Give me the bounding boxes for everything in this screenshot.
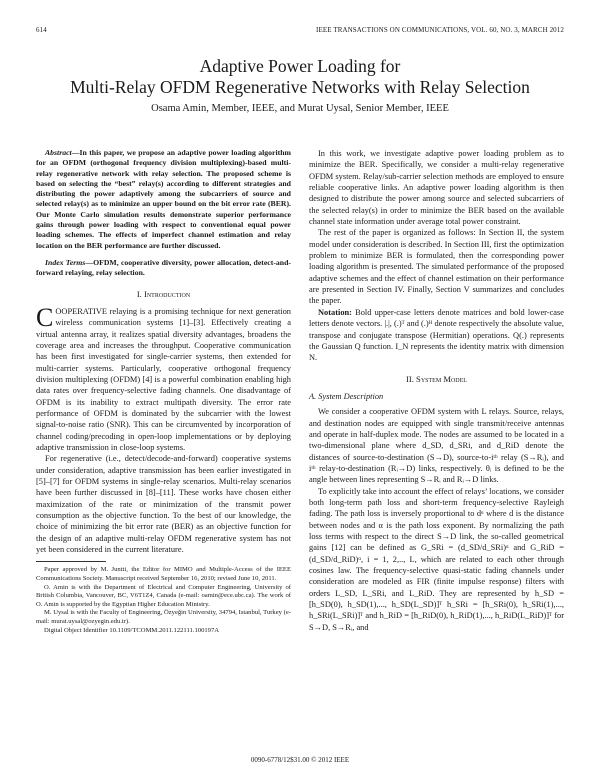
subsection-heading: A. System Description [309, 391, 384, 401]
section-heading-intro: I. Introduction [136, 288, 191, 299]
right-column [309, 148, 564, 633]
footnote-4: Digital Object Identifier 10.1109/TCOMM.2011.122111.100197A [44, 626, 220, 634]
page-number: 614 [36, 26, 47, 34]
abstract-text: —In this paper, we propose an adaptive power loading algorithm for an OFDM (orthogonal frequency division multiplexing)-based multi-relay regenerative network with relay selection. The proposed scheme is based on selecting the “best” relay(s) according to different strategies and distributing the power adaptively among the subcarriers of source and selected relay(s) as to minimize an upper bound on the bit error rate (BER). Our Monte Carlo simulation results demonstrate superior performance gains through power loading with respect to conventional equal power loading schemes. The effects of imperfect channel estimation and relay location on the BER performance are further discussed. [36, 148, 291, 250]
paper-title [36, 56, 564, 98]
footnote-rule [36, 561, 106, 562]
footnote-3: M. Uysal is with the Faculty of Engineering, Özyeğin University, 34794, Istanbul, Turkey (e-mail: murat.uysal@ozyegin.edu.tr). [36, 609, 291, 626]
system-paragraph-1: We consider a cooperative OFDM system with L relays. Source, relays, and destination nodes are equipped with single transmit/receive antennas and operate in half-duplex mode. The nodes are assumed to be located in a two-dimensional plane where d_SD, d_SRi, and d_RiD denote the distances of source-to-destination (S→D), source-to-iᵗʰ relay (S→Rᵢ), and iᵗʰ relay-to-destination (Rᵢ→D) links, respectively. θᵢ is defined to be the angle between lines representing S→Rᵢ and Rᵢ→D links. [309, 407, 564, 485]
notation-text: Bold upper-case letters denote matrices and bold lower-case letters denote vectors. |.|, (.)ᵀ and (.)ᴴ denote respectively the absolute value, transpose and conjugate transpose (Hermitian) operations. Q(.) represents the Gaussian Q function. I_N represents the identity matrix with dimension N. [309, 307, 564, 363]
footnote-2: O. Amin is with the Department of Electrical and Computer Engineering, University of British Columbia, Vancouver, BC, V6T1Z4, Canada (e-mail: oamin@ece.ubc.ca). The work of O. Amin is supported by the Egyptian Higher Education Ministry. [36, 583, 291, 608]
drop-cap: C [36, 302, 54, 332]
right-paragraph-1: In this work, we investigate adaptive power loading problem as to minimize the BER. Specifically, we consider a multi-relay regenerative OFDM system. Relay/sub-carrier selection methods are employed to ensure reliable cooperative links. An adaptive power loading algorithm is then designed to distribute the power among source and selected subcarriers of the selected relay(s) in order to minimize the BER based on the available channel state information under average total power constraint. [309, 149, 564, 227]
left-column [36, 148, 291, 635]
right-paragraph-2: The rest of the paper is organized as follows: In Section II, the system model under consideration is described. In Section III, first the optimization problem to minimize BER is formulated, then the corresponding power loading algorithm is presented. The simulated performance of the proposed adaptive schemes and the effect of channel estimation on their performance are presented in Section IV. Finally, Section V summarizes and concludes the paper. [309, 228, 564, 306]
title-line-2: Multi-Relay OFDM Regenerative Networks with Relay Selection [70, 77, 530, 97]
intro-p1-text: OOPERATIVE relaying is a promising technique for next generation wireless communication systems [1]–[3]. Effectively creating a virtual antenna array, it realizes spatial diversity advantages, broadens the coverage area and increases the throughput. Cooperative communication has been first investigated for single-carrier systems, then extended for multi-carrier systems. Particularly, cooperative orthogonal frequency division multiplexing (OFDM) [4] is a powerful combination enabling high data rates over frequency-selective fading channels. One disadvantage of OFDM is its inability to extract multipath diversity. The error rate performance of OFDM is dominated by the subcarrier with the lowest signal-to-noise ratio (SNR). This can be circumvented by incorporation of channel coding/precoding in open-loop implementations or by deploying adaptive transmission in close-loop systems. [36, 306, 291, 453]
journal-info: IEEE TRANSACTIONS ON COMMUNICATIONS, VOL. 60, NO. 3, MARCH 2012 [316, 26, 564, 34]
abstract-label: Abstract [45, 148, 72, 157]
intro-paragraph-1 [36, 302, 291, 453]
footnotes [36, 566, 291, 635]
authors: Osama Amin, Member, IEEE, and Murat Uysal, Senior Member, IEEE [151, 103, 449, 114]
section-heading-system-model: II. System Model [406, 373, 467, 384]
copyright-line: 0090-6778/12$31.00 © 2012 IEEE [250, 756, 350, 764]
index-terms-label: Index Terms [45, 257, 86, 267]
footnote-1: Paper approved by M. Juntti, the Editor for MIMO and Multiple-Access of the IEEE Communications Society. Manuscript received September 16, 2010; revised June 10, 2011. [36, 566, 291, 583]
running-header [36, 26, 564, 38]
intro-paragraph-2: For regenerative (i.e., detect/decode-and-forward) cooperative systems under consideration, adaptive transmission has been earlier investigated in [5]–[7] for OFDM systems in single-relay scenarios. Multi-relay scenarios have been further discussed in [8]–[11]. These works have chosen either maximization of the rate or minimization of the transmit power consumption as the objective function. To the best of our knowledge, the choice of minimizing the bit error rate (BER) as an objective function for the design of an adaptive multi-relay OFDM regenerative system has not yet been considered in the current literature. [36, 454, 291, 555]
system-paragraph-2: To explicitly take into account the effect of relays’ locations, we consider both long-term path loss and short-term frequency-selective Rayleigh fading. The path loss is inversely proportional to dᵅ where d is the distance between nodes and α is the path loss exponent. By normalizing the path loss terms with respect to the direct S→D link, the so-called geometrical gains [12] can be defined as G_SRi = (d_SD/d_SRi)ᵅ and G_RiD = (d_SD/d_RiD)ᵅ, i = 1, 2,.., L, which are related to each other through cosines law. The frequency-selective quasi-static fading channels under consideration are modeled as FIR (finite impulse response) filters with orders L_SD, L_SRi, and L_RiD. They are represented by h_SD = [h_SD(0), h_SD(1),..., h_SD(L_SD)]ᵀ h_SRi = [h_SRi(0), h_SRi(1),..., h_SRi(L_SRi)]ᵀ and h_RiD = [h_RiD(0), h_RiD(1),..., h_RiD(L_RiD)]ᵀ for S→D, S→Rᵢ, and [309, 486, 564, 632]
index-terms-text: —OFDM, cooperative diversity, power allocation, detect-and-forward relaying, relay selection. [36, 257, 291, 278]
notation-paragraph [309, 307, 564, 364]
abstract [36, 148, 291, 251]
title-line-1: Adaptive Power Loading for [199, 56, 401, 76]
notation-label: Notation: [318, 307, 352, 317]
index-terms [36, 258, 291, 279]
